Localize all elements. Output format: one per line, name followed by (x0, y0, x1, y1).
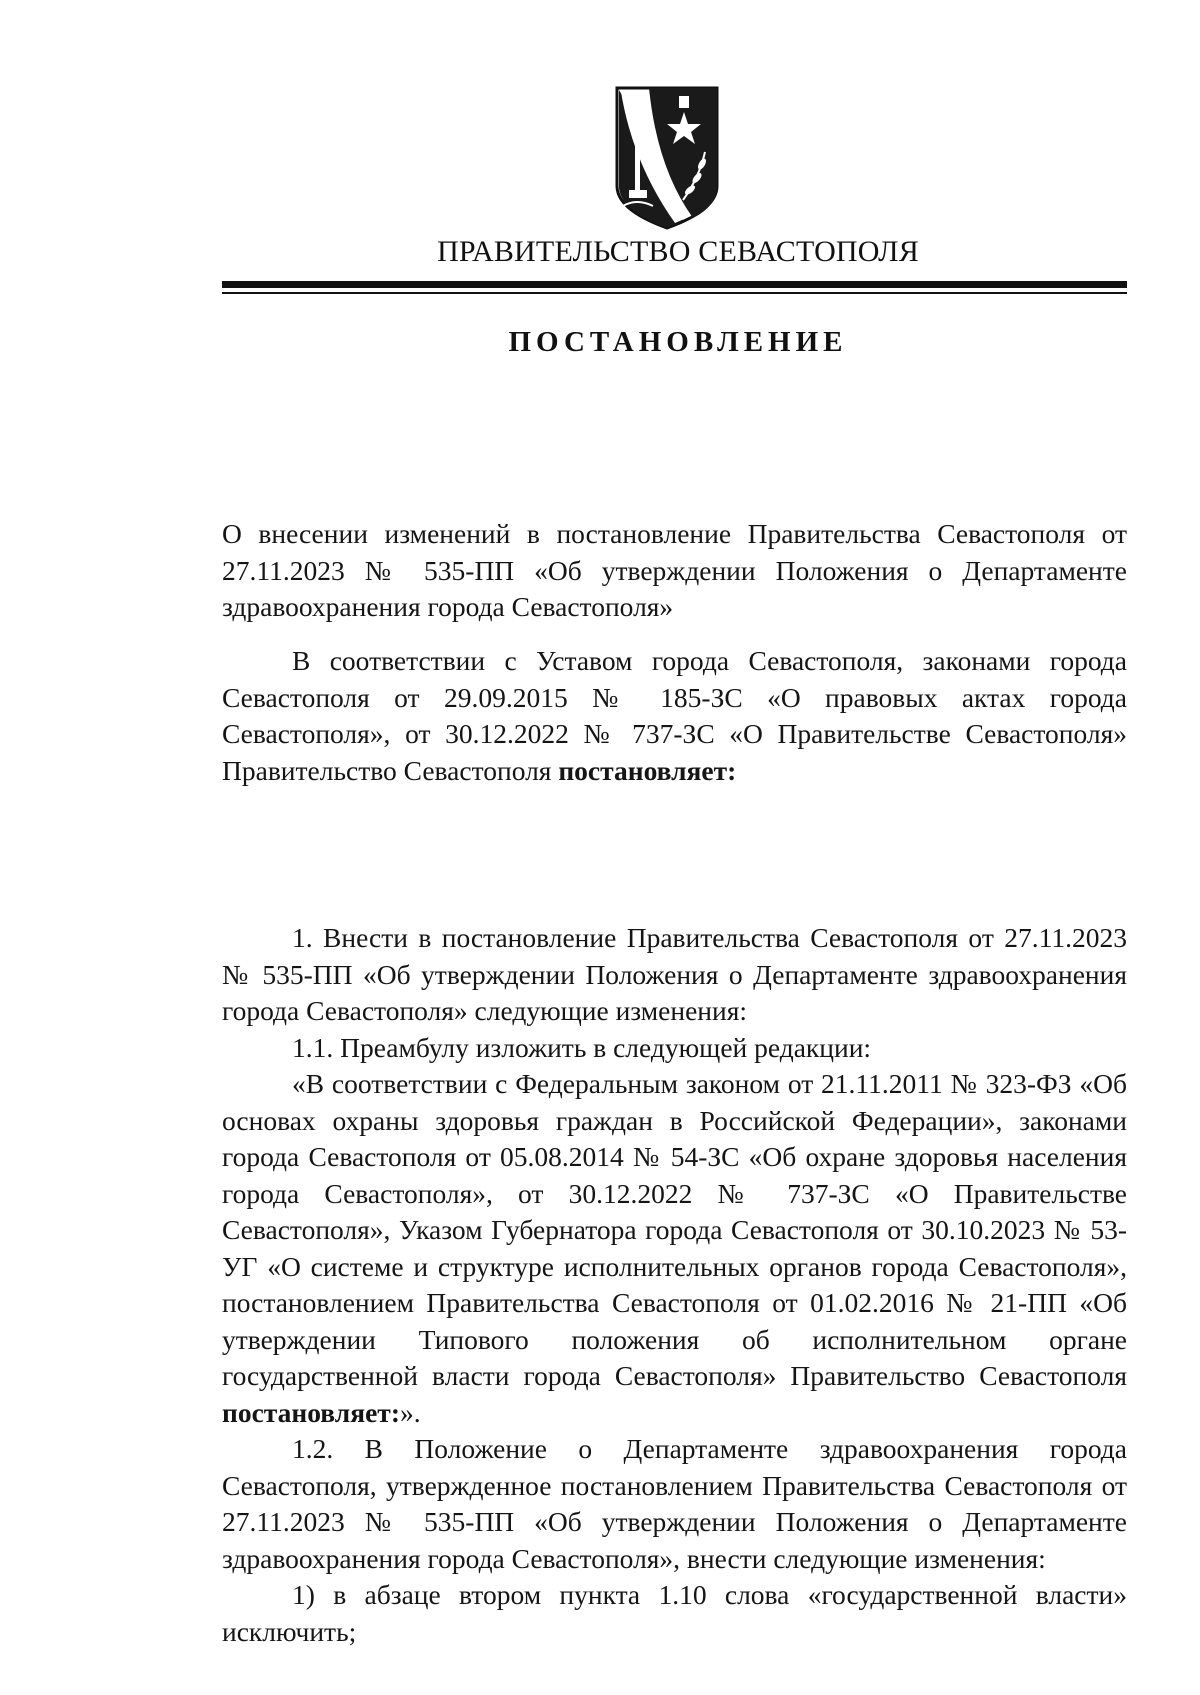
header-rule-thin (222, 292, 1127, 294)
preamble-paragraph (222, 643, 1127, 789)
point-1-2-1: 1) в абзаце втором пункта 1.10 слова «государственной власти» исключить; (222, 1579, 1127, 1647)
government-name: ПРАВИТЕЛЬСТВО СЕВАСТОПОЛЯ (437, 235, 919, 268)
preamble-block (222, 643, 1127, 789)
points-block (222, 920, 1127, 1650)
header-rule-thick (222, 281, 1127, 288)
document-subject (222, 516, 1127, 626)
sevastopol-coat-of-arms-emblem (613, 82, 721, 230)
preamble-decree-word: постановляет: (558, 754, 737, 786)
document-type-title: ПОСТАНОВЛЕНИЕ (508, 326, 848, 358)
preamble-text: В соответствии с Уставом города Севастополя, законами города Севастополя от 29.09.2015 № 185-ЗС «О правовых актах города Севастополя», от 30.12.2022 № 737-ЗС «О Правительстве Севастополя» Правительство Севастополя (222, 645, 1127, 786)
point-1-1-quote-decree: постановляет: (222, 1396, 400, 1428)
point-1-1-quote-text: «В соответствии с Федеральным законом от 21.11.2011 № 323-ФЗ «Об основах охраны здоровья граждан в Российской Федерации», законами города Севастополя от 05.08.2014 № 54-ЗС «Об охране здоровья населения города Севастополя», от 30.12.2022 № 737-ЗС «О Правительстве Севастополя», Указом Губернатора города Севастополя от 30.10.2023 № 53-УГ «О системе и структуре исполнительных органов города Севастополя», постановлением Правительства Севастополя от 01.02.2016 № 21-ПП «Об утверждении Типового положения об исполнительном органе государственной власти города Севастополя» Правительство Севастополя (222, 1068, 1127, 1391)
point-1-1-quote (222, 1066, 1127, 1431)
subject-text: О внесении изменений в постановление Правительства Севастополя от 27.11.2023 № 535-ПП «Об утверждении Положения о Департаменте здравоохранения города Севастополя» (222, 518, 1127, 622)
point-1-1: 1.1. Преамбулу изложить в следующей редакции: (292, 1031, 872, 1063)
point-1: 1. Внести в постановление Правительства Севастополя от 27.11.2023 № 535-ПП «Об утверждении Положения о Департаменте здравоохранения города Севастополя» следующие изменения: (222, 922, 1127, 1026)
point-1-2: 1.2. В Положение о Департаменте здравоохранения города Севастополя, утвержденное постановлением Правительства Севастополя от 27.11.2023 № 535-ПП «Об утверждении Положения о Департаменте здравоохранения города Севастополя», внести следующие изменения: (222, 1433, 1127, 1574)
point-1-1-quote-end: ». (399, 1396, 421, 1428)
